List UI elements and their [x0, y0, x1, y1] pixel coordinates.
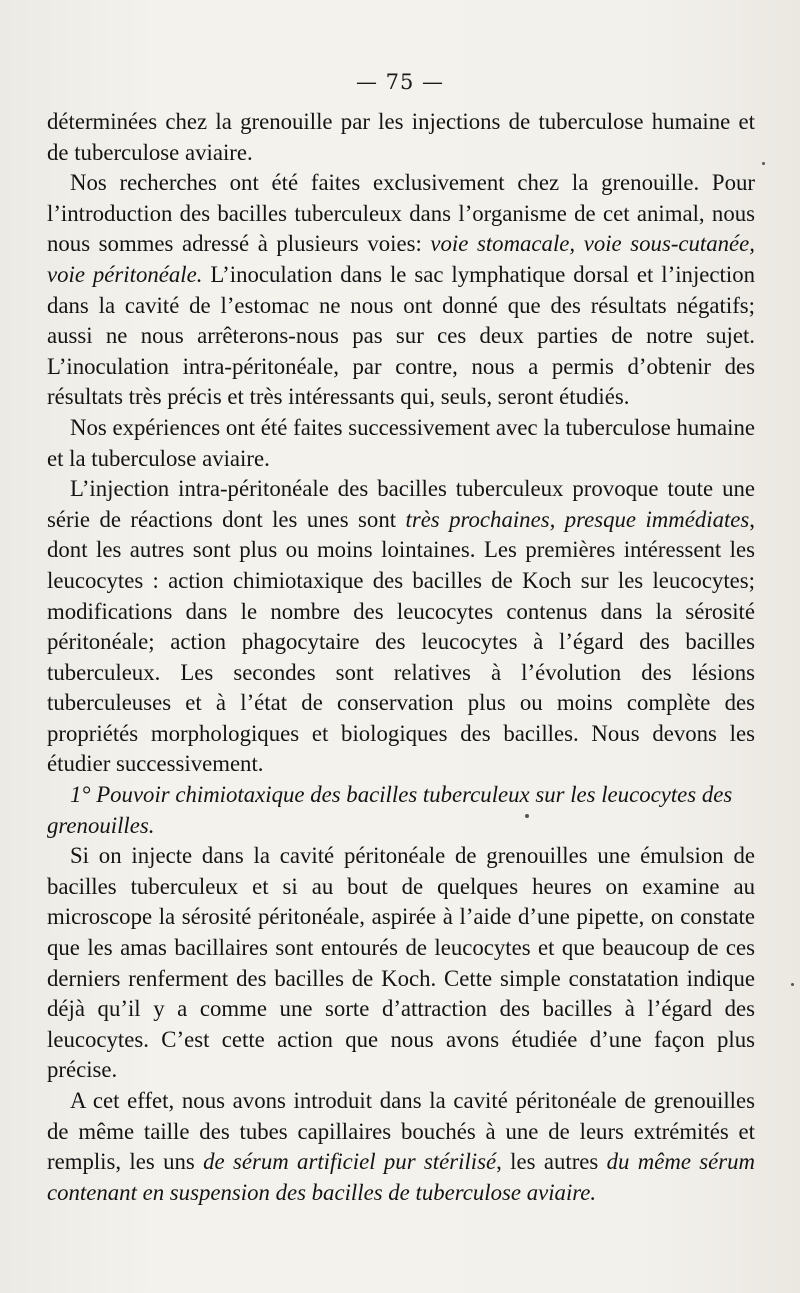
paragraph: [47, 413, 755, 474]
section-heading: [47, 780, 755, 841]
paper-speck: [791, 983, 794, 986]
text-run: 1°: [70, 782, 97, 808]
text-run: A cet effet, nous avons introduit dans la cavité péritonéale de grenouilles de même taille des tubes capillaires bouchés à une de leurs extrémités et remplis, les uns: [47, 1088, 755, 1175]
paragraph: [47, 107, 755, 168]
body-text: [47, 107, 755, 1208]
text-run: , dont les autres sont plus ou moins lointaines. Les premières intéressent les leucocytes : action chimiotaxique des bacilles de Koch sur les leucocytes; modifications dans le nombre des leucocytes contenus dans la sérosité péritonéale; action phagocytaire des leucocytes à l’égard des bacilles tuberculeux. Les secondes sont relatives à l’évolution des lésions tuberculeuses et à l’état de conservation plus ou moins complète des propriétés morphologiques et biologiques des bacilles. Nous devons les étudier successivement.: [47, 506, 755, 777]
italic-text: de sérum artificiel pur stérilisé: [203, 1149, 497, 1175]
text-run: Nos recherches ont été faites exclusivement chez la grenouille. Pour l’introduction des bacilles tuberculeux dans l’organisme de cet animal, nous nous sommes adressé à plusieurs voies:: [47, 170, 755, 257]
paragraph: [47, 1086, 755, 1208]
text-run: Nos expériences ont été faites successivement avec la tuberculose humaine et la tuberculose aviaire.: [47, 414, 755, 471]
paper-speck: [762, 162, 765, 165]
italic-text: très prochaines, presque immédiates: [405, 506, 750, 532]
paragraph: [47, 168, 755, 413]
text-run: déterminées chez la grenouille par les injections de tuberculose humaine et de tuberculose aviaire.: [47, 109, 755, 165]
text-run: , les autres: [496, 1149, 607, 1175]
text-run: L’injection intra-péritonéale des bacilles tuberculeux provoque toute une série de réactions dont les unes sont: [47, 476, 755, 532]
text-run: Si on injecte dans la cavité péritonéale de grenouilles une émulsion de bacilles tuberculeux et si au bout de quelques heures on examine au microscope la sérosité péritonéale, aspirée à l’aide d’une pipette, on constate que les amas bacillaires sont entourés de leucocytes et que beaucoup de ces derniers renferment des bacilles de Koch. Cette simple constatation indique déjà qu’il y a comme une sorte d’attraction des bacilles à l’égard des leucocytes. C’est cette action que nous avons étudiée d’une façon plus précise.: [47, 843, 755, 1083]
italic-text: du même sérum contenant en suspension des bacilles de tuberculose aviaire.: [47, 1149, 756, 1205]
text-run: L’inoculation dans le sac lymphatique dorsal et l’injection dans la cavité de l’estomac ne nous ont donné que des résultats négatifs; aussi ne nous arrêterons-nous pas sur ces deux parties de notre sujet. L’inoculation intra-péritonéale, par contre, nous a permis d’obtenir des résultats très précis et très intéressants qui, seuls, seront étudiés.: [47, 261, 755, 410]
page-number: — 75 —: [355, 70, 445, 94]
italic-text: voie stomacale, voie sous-cutanée, voie péritonéale.: [47, 231, 755, 287]
italic-text: Pouvoir chimiotaxique des bacilles tuberculeux sur les leucocytes des grenouilles.: [47, 782, 733, 838]
paper-speck: [525, 814, 529, 818]
paragraph: [47, 841, 755, 1086]
paragraph: [47, 474, 755, 780]
